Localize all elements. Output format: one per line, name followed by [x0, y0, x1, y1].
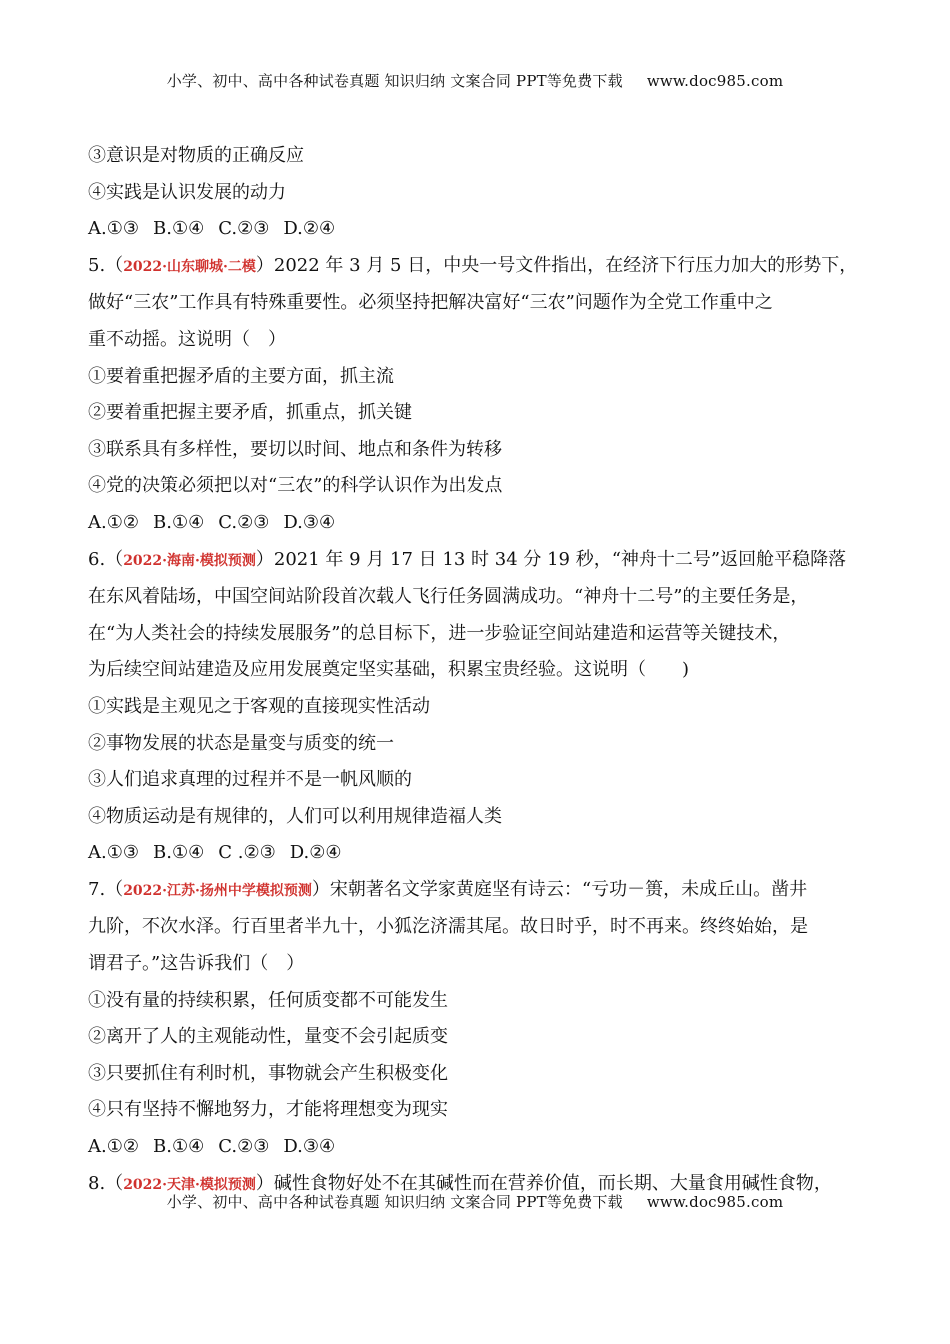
question-content [88, 138, 888, 1203]
q7-number: 7.（ [88, 878, 124, 900]
q4-options [88, 211, 888, 248]
q5-option-b: B.①④ [153, 511, 205, 533]
q6-item-3: ③人们追求真理的过程并不是一帆风顺的 [88, 769, 412, 791]
q5-stem-line-1: 5.（2022·山东聊城·二模）2022 年 3 月 5 日，中央一号文件指出，在经济下行压力加大的形势下， [88, 254, 858, 276]
q4-option-d: D.②④ [283, 218, 336, 240]
page-header [0, 70, 950, 91]
q7-options [88, 1129, 888, 1166]
q4-item-3: ③意识是对物质的正确反应 [88, 145, 304, 166]
q7-item-3: ③只要抓住有利时机，事物就会产生积极变化 [88, 1062, 448, 1084]
q8-number: 8.（ [88, 1172, 124, 1194]
q5-item-3: ③联系具有多样性，要切以时间、地点和条件为转移 [88, 438, 502, 460]
q7-option-c: C.②③ [218, 1136, 270, 1158]
q7-option-b: B.①④ [153, 1136, 205, 1158]
q8-stem-text: 碱性食物好处不在其碱性而在营养价值，而长期、大量食用碱性食物， [273, 1172, 832, 1194]
header-text: 小学、初中、高中各种试卷真题 知识归纳 文案合同 PPT等免费下载 [166, 72, 623, 90]
q6-options [88, 835, 888, 872]
q5-number: 5.（ [88, 254, 124, 276]
q7-stem-line-1: 7.（2022·江苏·扬州中学模拟预测）宋朝著名文学家黄庭坚有诗云：“亏功－篑，未成丘山。凿井 [88, 878, 808, 900]
q6-stem-line-1: 6.（2022·海南·模拟预测）2021 年 9 月 17 日 13 时 34 分 19 秒，“神舟十二号”返回舱平稳降落 [88, 548, 847, 570]
q6-number: 6.（ [88, 548, 124, 570]
q6-option-d: D.②④ [289, 842, 342, 864]
q5-option-a: A.①② [88, 511, 139, 533]
q4-option-c: C.②③ [218, 218, 270, 240]
q5-options [88, 505, 888, 542]
q7-item-2: ②离开了人的主观能动性，量变不会引起质变 [88, 1026, 448, 1048]
q5-stem-text: 2022 年 3 月 5 日，中央一号文件指出，在经济下行压力加大的形势下， [273, 254, 858, 276]
q6-source: 2022·海南·模拟预测 [123, 552, 256, 569]
q5-option-c: C.②③ [218, 511, 270, 533]
q7-stem-text: 宋朝著名文学家黄庭坚有诗云：“亏功－篑，未成丘山。凿井 [329, 878, 808, 900]
q5-option-d: D.③④ [283, 511, 336, 533]
q5-item-4: ④党的决策必须把以对“三农”的科学认识作为出发点 [88, 475, 503, 497]
q5-source: 2022·山东聊城·二模 [123, 258, 256, 275]
footer-url: www.doc985.com [646, 1193, 784, 1211]
q6-item-1: ①实践是主观见之于客观的直接现实性活动 [88, 695, 430, 717]
q5-item-2: ②要着重把握主要矛盾，抓重点，抓关键 [88, 402, 412, 424]
q6-option-c: C .②③ [218, 842, 276, 864]
q7-source: 2022·江苏·扬州中学模拟预测 [123, 882, 312, 899]
q5-stem-line-2: 做好“三农”工作具有特殊重要性。必须坚持把解决富好“三农”问题作为全党工作重中之 [88, 292, 773, 314]
q4-item-4: ④实践是认识发展的动力 [88, 181, 286, 203]
q8-stem-line-1: 8.（2022·天津·模拟预测）碱性食物好处不在其碱性而在营养价值，而长期、大量食用碱性食物， [88, 1172, 832, 1194]
footer-text: 小学、初中、高中各种试卷真题 知识归纳 文案合同 PPT等免费下载 [166, 1193, 623, 1211]
q6-stem-line-4: 为后续空间站建造及应用发展奠定坚实基础，积累宝贵经验。这说明（ ) [88, 659, 690, 681]
q6-item-4: ④物质运动是有规律的，人们可以利用规律造福人类 [88, 805, 502, 827]
q7-option-d: D.③④ [283, 1136, 336, 1158]
q7-stem-line-2: 九阶，不次水泽。行百里者半九十，小狐汔济濡其尾。故日时乎，时不再来。终终始始，是 [88, 916, 808, 938]
page-footer [0, 1191, 950, 1212]
q6-option-a: A.①③ [88, 842, 139, 864]
q6-option-b: B.①④ [153, 842, 205, 864]
q6-stem-line-3: 在“为人类社会的持续发展服务”的总目标下，进一步验证空间站建造和运营等关键技术， [88, 622, 791, 644]
header-url: www.doc985.com [646, 72, 784, 90]
q6-item-2: ②事物发展的状态是量变与质变的统一 [88, 732, 394, 754]
q8-source: 2022·天津·模拟预测 [123, 1176, 256, 1193]
q4-option-a: A.①③ [88, 218, 139, 240]
q4-option-b: B.①④ [153, 218, 205, 240]
q7-item-4: ④只有坚持不懈地努力，才能将理想变为现实 [88, 1099, 448, 1121]
q6-stem-line-2: 在东风着陆场，中国空间站阶段首次载人飞行任务圆满成功。“神舟十二号”的主要任务是， [88, 586, 809, 608]
q6-stem-text: 2021 年 9 月 17 日 13 时 34 分 19 秒，“神舟十二号”返回舱平稳降落 [273, 548, 847, 570]
q7-stem-line-3: 谓君子。”这告诉我们（ ） [88, 953, 305, 975]
q7-option-a: A.①② [88, 1136, 139, 1158]
q5-item-1: ①要着重把握矛盾的主要方面，抓主流 [88, 365, 394, 387]
q5-stem-line-3: 重不动摇。这说明（ ） [88, 328, 286, 350]
q7-item-1: ①没有量的持续积累，任何质变都不可能发生 [88, 989, 448, 1011]
